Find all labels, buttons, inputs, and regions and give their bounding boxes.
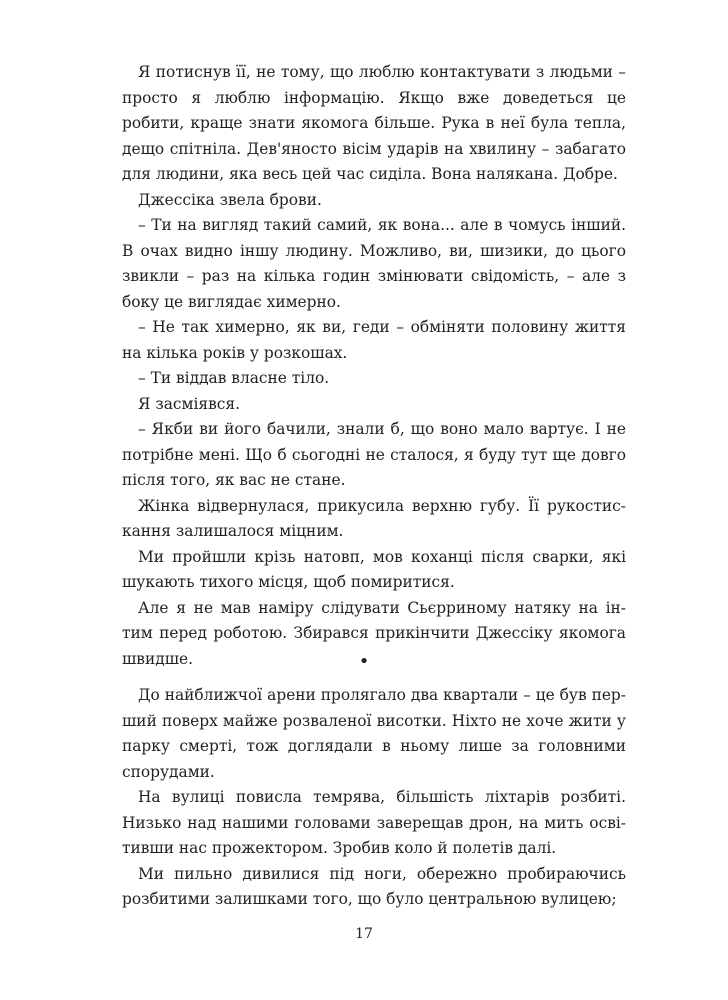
section-separator: • — [358, 651, 370, 672]
paragraph: На вулиці повисла темрява, більшість ліхтарів розбиті. Низько над нашими головами заверещав дрон, на мить освітивши нас прожектором. Зробив коло й полетів далі. — [122, 788, 626, 857]
paragraph: До найближчої арени пролягало два квартали – це був перший поверх майже розваленої висотки. Ніхто не хоче жити у парку смерті, тож доглядали в ньому лише за головними спорудами. — [122, 686, 626, 781]
paragraph: – Не так химерно, як ви, геди – обміняти половину життя на кілька років у розкошах. — [122, 318, 626, 362]
page-number: 17 — [355, 926, 373, 942]
paragraph: Але я не мав наміру слідувати Сьєрриному натяку на інтим перед роботою. Збирався прикінчити Джессіку якомога швидше. — [122, 598, 626, 668]
text-section-bottom — [122, 683, 626, 913]
paragraph: Джессіка звела брови. — [138, 190, 322, 209]
paragraph: – Ти на вигляд такий самий, як вона... але в чомусь інший. В очах видно іншу людину. Можливо, ви, шизики, до цього звикли – раз на кілька годин змінювати свідомість, – але з боку це виглядає химерно. — [122, 216, 626, 311]
paragraph: Жінка відвернулася, прикусила верхню губу. Її рукостискання залишалося міцним. — [122, 496, 626, 540]
paragraph: Я потиснув її, не тому, що люблю контактувати з людьми – просто я люблю інформацію. Якщо вже доведеться це робити, краще знати якомога більше. Рука в неї була тепла, дещо спітніла. Дев'яносто вісім ударів на хвилину – забагато для людини, яка весь цей час сиділа. Вона налякана. Добре. — [122, 63, 626, 183]
paragraph: Ми пройшли крізь натовп, мов коханці після сварки, які шукають тихого місця, щоб помиритися. — [122, 547, 626, 591]
paragraph: – Якби ви його бачили, знали б, що воно мало вартує. І не потрібне мені. Що б сьогодні не сталося, я буду тут ще довго після того, як вас не стане. — [122, 420, 626, 489]
paragraph: – Ти віддав власне тіло. — [138, 369, 330, 387]
paragraph: Я засміявся. — [138, 394, 241, 413]
text-section-top — [122, 60, 626, 672]
paragraph: Ми пильно дивилися під ноги, обережно пробираючись розбитими залишками того, що було центральною вулицею; — [122, 864, 626, 908]
